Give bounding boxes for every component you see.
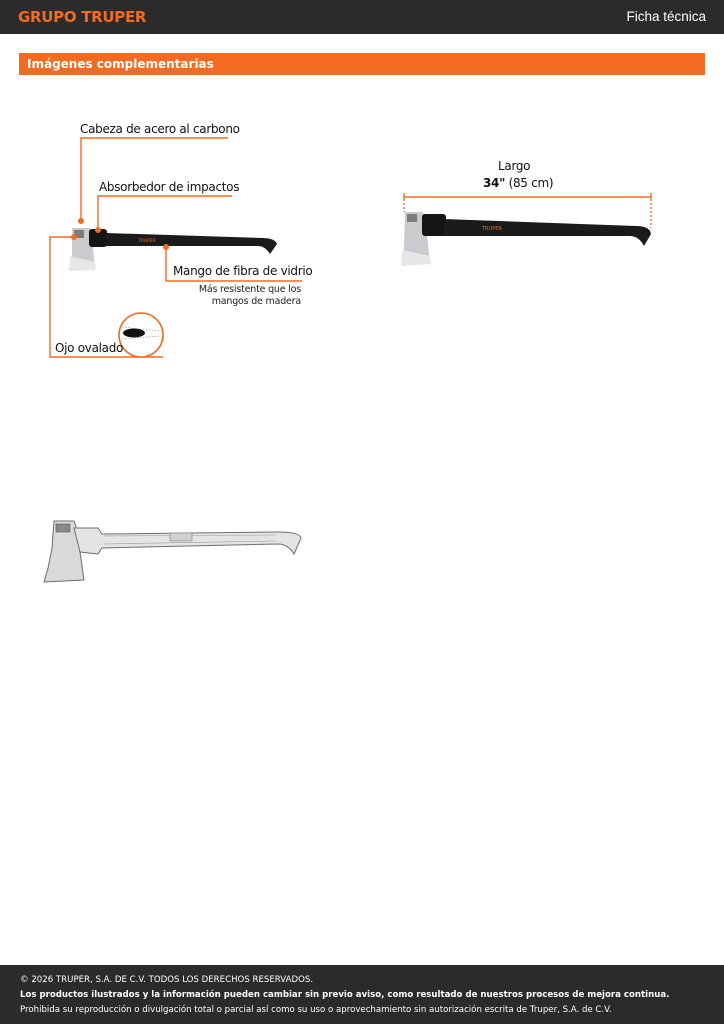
fiberglass-handle-icon xyxy=(444,219,651,246)
length-title: Largo xyxy=(498,159,531,173)
footer-bar xyxy=(0,965,724,1024)
impact-absorber-icon xyxy=(422,214,446,236)
absorber-label: Absorbedor de impactos xyxy=(99,180,240,194)
length-axe-illustration xyxy=(0,0,724,400)
length-cm: (85 cm) xyxy=(508,176,554,190)
handle-brand-mark: TRUPER xyxy=(482,226,502,232)
brand-logo: GRUPO TRUPER xyxy=(18,8,147,26)
handle-note-line-2: mangos de madera xyxy=(211,296,301,307)
sketch-axe-illustration xyxy=(40,514,306,586)
sketch-axe-figure xyxy=(40,514,306,586)
length-axe-figure xyxy=(0,0,724,400)
eye-label: Ojo ovalado xyxy=(55,341,124,355)
handle-note-line-1: Más resistente que los xyxy=(198,284,301,295)
handle-brand-mark: TRUPER xyxy=(138,239,156,244)
footer-copyright: © 2026 TRUPER, S.A. DE C.V. TODOS LOS DERECHOS RESERVADOS. xyxy=(20,975,314,985)
handle-label: Mango de fibra de vidrio xyxy=(173,264,313,278)
footer-notice: Los productos ilustrados y la información pueden cambiar sin previo aviso, como resultado de nuestros procesos de mejora continua. xyxy=(20,990,670,1000)
head-label: Cabeza de acero al carbono xyxy=(80,122,240,136)
section-title: Imágenes complementarias xyxy=(27,57,214,71)
length-value xyxy=(483,176,553,190)
footer-prohibition: Prohibida su reproducción o divulgación total o parcial así como su uso o aprovechamiento sin autorización escrita de Truper, S.A. de C.V. xyxy=(20,1005,612,1015)
length-inches: 34" xyxy=(483,176,506,190)
document-type: Ficha técnica xyxy=(626,9,706,24)
